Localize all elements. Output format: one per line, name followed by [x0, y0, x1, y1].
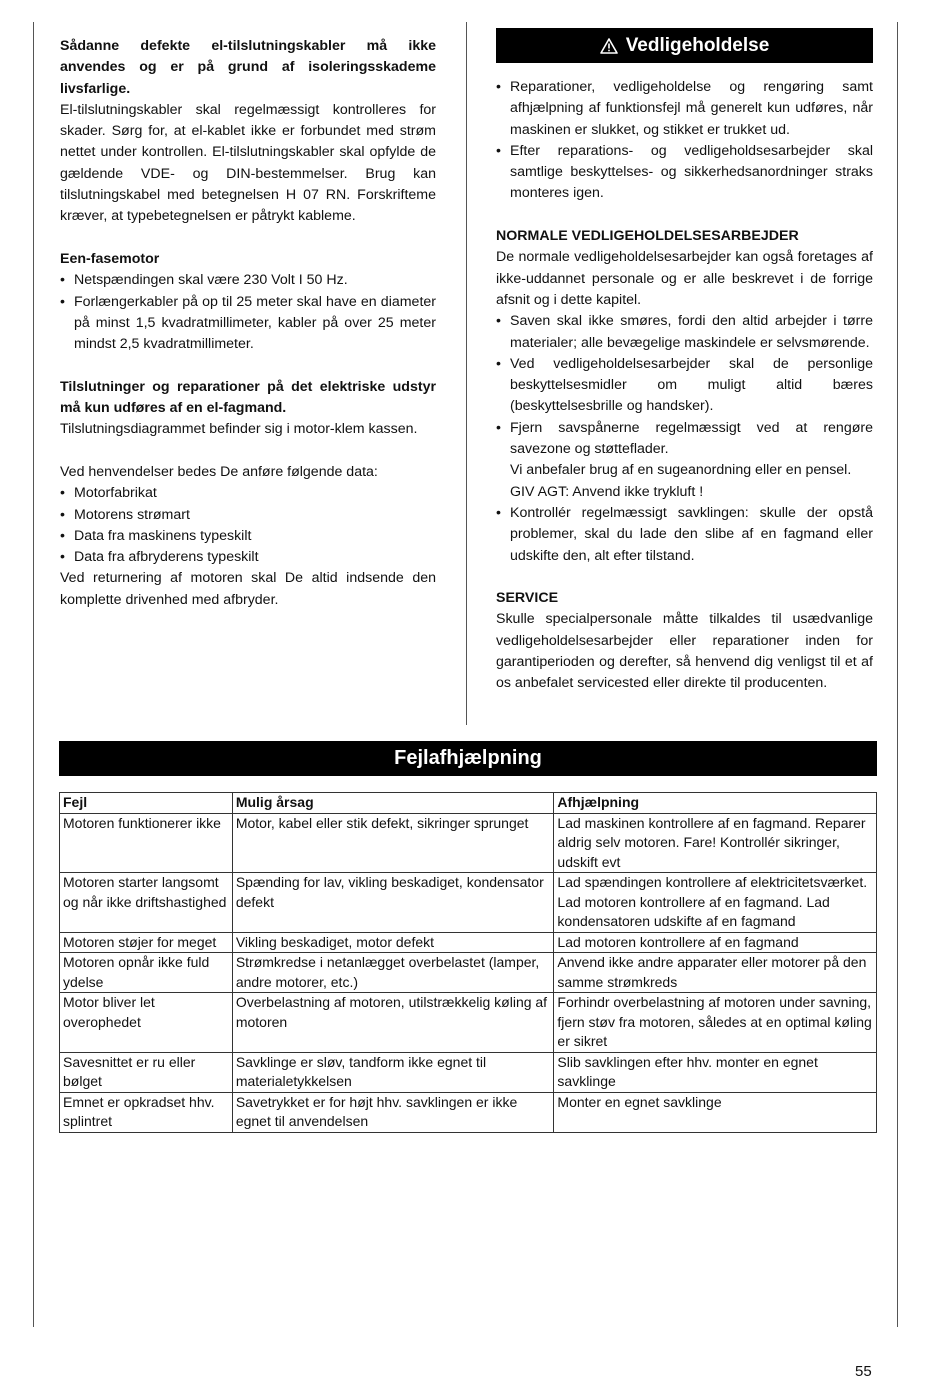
column-header-fault: Fejl — [60, 793, 233, 814]
cause-cell: Strømkredse i netanlægget overbelastet (lamper, andre motorer, etc.) — [232, 953, 554, 993]
inquiry-intro: Ved henvendelser bedes De anføre følgende data: — [60, 463, 378, 480]
fault-cell: Motoren funktionerer ikke — [60, 813, 233, 873]
list-item: • Forlængerkabler på op til 25 meter skal have en diameter på minst 1,5 kvadratmillimeter, kabler på over 25 meter mindst 2,5 kvadratmillimeter. — [60, 292, 436, 356]
warning-triangle-icon — [600, 38, 618, 54]
list-item: • Data fra afbryderens typeskilt — [60, 547, 436, 568]
maintenance-header — [496, 28, 873, 63]
fault-cell: Emnet er opkradset hhv. splintret — [60, 1092, 233, 1132]
fault-cell: Motoren opnår ikke fuld ydelse — [60, 953, 233, 993]
page-number: 55 — [855, 1363, 872, 1380]
return-text: Ved returnering af motoren skal De altid indsende den komplette drivenhed med afbryder. — [60, 570, 436, 608]
left-page-border — [33, 22, 34, 1327]
cause-cell: Motor, kabel eller stik defekt, sikringer sprunget — [232, 813, 554, 873]
cause-cell: Vikling beskadiget, motor defekt — [232, 932, 554, 953]
table-row — [60, 993, 877, 1053]
list-item: • Ved vedligeholdelsesarbejder skal de personlige beskyttelsesmidler om muligt altid bæres (beskyttelsesbrille og handsker). — [496, 354, 873, 418]
list-item-cleaning — [496, 418, 873, 503]
cause-cell: Overbelastning af motoren, utilstrækkelig køling af motoren — [232, 993, 554, 1053]
cable-text: El-tilslutningskabler skal regelmæssigt kontrolleres for skader. Sørg for, at el-kablet ikke er forbundet med strøm nettet under kontrollen. El-tilslutningskabler skal opfylde de gældende VDE- og DIN-bestemmelser. Brug kan tilslutningskabel med betegnelsen H 07 RN. Forskrifteme kræver, at typebetegnelsen er påtrykt kableme. — [60, 101, 436, 225]
maintenance-list — [496, 77, 873, 205]
fault-cell: Motoren starter langsomt og når ikke driftshastighed — [60, 873, 233, 933]
fault-cell: Motor bliver let overophedet — [60, 993, 233, 1053]
cause-cell: Spænding for lav, vikling beskadiget, kondensator defekt — [232, 873, 554, 933]
service-heading: SERVICE — [496, 590, 559, 607]
right-column — [496, 28, 873, 695]
list-item: • Netspændingen skal være 230 Volt I 50 Hz. — [60, 270, 436, 291]
troubleshooting-table — [59, 792, 877, 1133]
cleaning-text: Fjern savspånerne regelmæssigt ved at rengøre savezone og støtteflader. — [510, 419, 873, 458]
compressed-air-warning: GIV AGT: Anvend ikke trykluft ! — [510, 483, 704, 500]
list-item: • Kontrollér regelmæssigt savklingen: skulle der opstå problemer, skal du lade den slibe af en fagmand eller udskifte den, alt efter tilstand. — [496, 503, 873, 567]
normal-maintenance-list — [496, 311, 873, 567]
normal-maintenance-heading: NORMALE VEDLIGEHOLDELSESARBEJDER — [496, 228, 799, 245]
fault-cell: Savesnittet er ru eller bølget — [60, 1052, 233, 1092]
table-row — [60, 932, 877, 953]
table-header-row — [60, 793, 877, 814]
remedy-cell: Slib savklingen efter hhv. monter en egnet savklinge — [554, 1052, 877, 1092]
column-header-cause: Mulig årsag — [232, 793, 554, 814]
remedy-cell: Lad motoren kontrollere af en fagmand — [554, 932, 877, 953]
list-item: • Data fra maskinens typeskilt — [60, 526, 436, 547]
list-item: • Reparationer, vedligeholdelse og rengøring samt afhjælpning af funktionsfejl må generelt kun udføres, når maskinen er slukket, og stikket er trukket ud. — [496, 77, 873, 141]
column-header-remedy: Afhjælpning — [554, 793, 877, 814]
table-row — [60, 813, 877, 873]
table-row — [60, 873, 877, 933]
cable-warning: Sådanne defekte el-tilslutningskabler må ikke anvendes og er på grund af isoleringsskademe livsfarlige. — [60, 38, 436, 97]
list-item: • Efter reparations- og vedligeholdsesarbejder skal samtlige beskyttelses- og sikkerhedsanordninger straks monteres igen. — [496, 141, 873, 205]
troubleshooting-header — [59, 741, 877, 776]
left-column — [60, 36, 436, 611]
list-item: • Motorfabrikat — [60, 483, 436, 504]
column-divider — [466, 22, 467, 725]
remedy-cell: Lad spændingen kontrollere af elektricitetsværket. Lad motoren kontrollere af en fagmand. Lad kondensatoren udskifte af en fagmand — [554, 873, 877, 933]
remedy-cell: Lad maskinen kontrollere af en fagmand. Reparer aldrig selv motoren. Fare! Kontrollér sikringer, udskift evt — [554, 813, 877, 873]
remedy-cell: Anvend ikke andre apparater eller motorer på den samme strømkreds — [554, 953, 877, 993]
table-row — [60, 953, 877, 993]
list-item: • Motorens strømart — [60, 505, 436, 526]
remedy-cell: Forhindr overbelastning af motoren under savning, fjern støv fra motoren, således at en optimal køling er sikret — [554, 993, 877, 1053]
cleaning-recommendation: Vi anbefaler brug af en sugeanordning eller en pensel. — [510, 462, 852, 479]
cause-cell: Savetrykket er for højt hhv. savklingen er ikke egnet til anvendelsen — [232, 1092, 554, 1132]
table-row — [60, 1092, 877, 1132]
cause-cell: Savklinge er sløv, tandform ikke egnet til materialetykkelsen — [232, 1052, 554, 1092]
connections-warning: Tilslutninger og reparationer på det elektriske udstyr må kun udføres af en el-fagmand. — [60, 378, 436, 417]
maintenance-title: Vedligeholdelse — [625, 34, 770, 56]
table-row — [60, 1052, 877, 1092]
connections-text: Tilslutningsdiagrammet befinder sig i motor-klem kassen. — [60, 421, 418, 438]
remedy-cell: Monter en egnet savklinge — [554, 1092, 877, 1132]
list-item: • Saven skal ikke smøres, fordi den altid arbejder i tørre materialer; alle bevægelige maskindele er selvsmørende. — [496, 311, 873, 354]
troubleshooting-title: Fejlafhjælpning — [394, 747, 542, 769]
inquiry-list — [60, 483, 436, 568]
fault-cell: Motoren støjer for meget — [60, 932, 233, 953]
service-text: Skulle specialpersonale måtte tilkaldes til usædvanlige vedligeholdelsesarbejder eller reparationer inden for garantiperioden og derefter, så henvend dig venligst til et af os anbefalet servicested eller direkte til producenten. — [496, 611, 873, 692]
single-phase-heading: Een-fasemotor — [60, 250, 160, 267]
normal-maintenance-text: De normale vedligeholdelsesarbejder kan også foretages af ikke-uddannet personale og er alle beskrevet i de forrige afsnit og i dette kapitel. — [496, 249, 873, 308]
right-page-border — [897, 22, 898, 1327]
single-phase-list — [60, 270, 436, 355]
